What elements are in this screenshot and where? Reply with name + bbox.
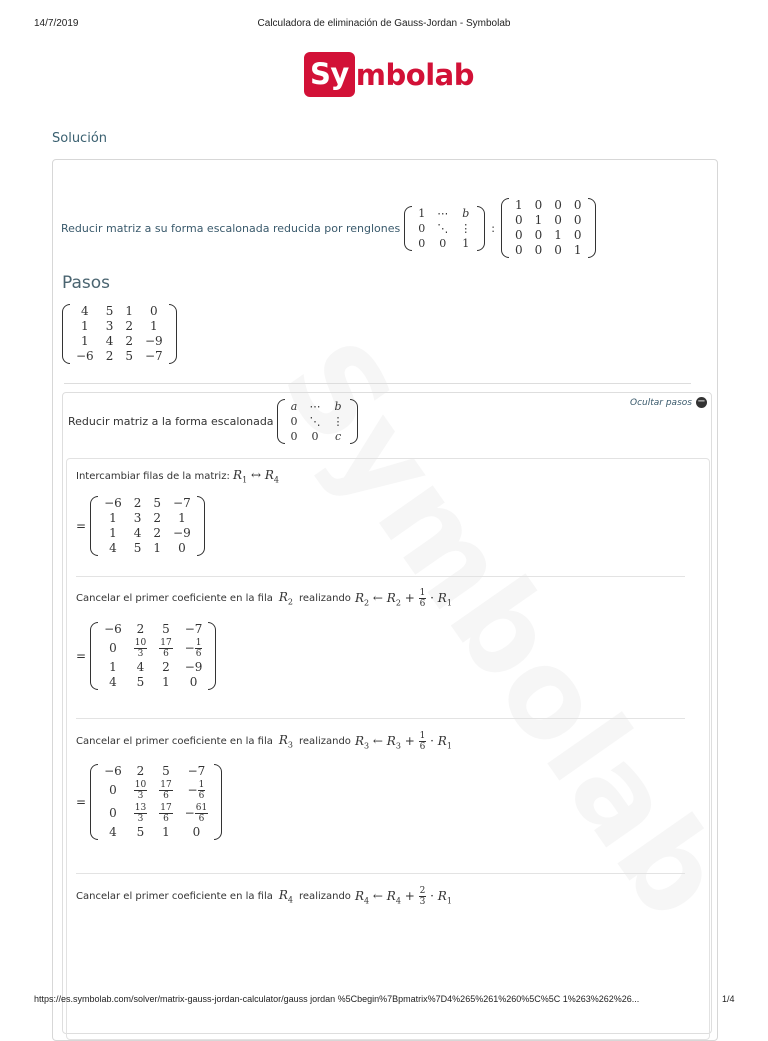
page-number: 1/4 <box>722 994 735 1004</box>
step-1-text: Intercambiar filas de la matriz: <box>76 471 230 482</box>
step-3-mid: realizando <box>299 736 351 747</box>
hide-steps-label: Ocultar pasos <box>630 397 692 408</box>
step-3-label: Cancelar el primer coeficiente en la fila $R_3$ realizando $R_3$ ← $R_3$ + $\frac{1}{6}$ · $R_1$ <box>76 731 452 752</box>
step-4-text: Cancelar el primer coeficiente en la fila <box>76 891 273 902</box>
footer-url[interactable]: https://es.symbolab.com/solver/matrix-gauss-jordan-calculator/gauss jordan %5Cbegin%7Bpmatrix%7D4%265%261%260%5C%5C 1%263%262%26... <box>34 994 640 1004</box>
step-4-label: Cancelar el primer coeficiente en la fila $R_4$ realizando $R_4$ ← $R_4$ + $\frac{2}{3}$ · $R_1$ <box>76 886 452 907</box>
logo-mark: Sy <box>304 52 355 97</box>
solution-heading: Solución <box>52 131 108 146</box>
divider <box>64 383 691 384</box>
step-2-matrix: = −6 2 5 −7 0 $\frac{10}{3}$ $\frac{17}{6}$ − $\frac{1}{6}$ 1 4 2 −9 4 5 1 0 <box>76 622 216 690</box>
section-row <box>68 399 358 444</box>
rref-pattern-matrix: 1 ⋯ b 0 ⋱ ⋮ 0 0 1 <box>404 206 485 251</box>
summary-text: Reducir matriz a su forma escalonada reducida por renglones <box>61 221 401 235</box>
step-4-mid: realizando <box>299 891 351 902</box>
section-text: Reducir matriz a la forma escalonada <box>68 415 274 428</box>
initial-matrix: 4 5 1 0 1 3 2 1 1 4 2 −9 −6 2 5 −7 <box>62 304 177 364</box>
summary-row: Reducir matriz a su forma escalonada reducida por renglones 1 ⋯ b 0 ⋱ ⋮ 0 0 1 : 1 0 0 0 0 1 0 0 0 0 1 0 0 0 0 1 <box>61 198 596 258</box>
steps-heading: Pasos <box>62 273 111 293</box>
step-divider <box>76 718 685 719</box>
step-2-text: Cancelar el primer coeficiente en la fila <box>76 593 273 604</box>
symbolab-logo[interactable] <box>304 52 474 97</box>
step-3-matrix: = −6 2 5 −7 0 $\frac{10}{3}$ $\frac{17}{6}$ − $\frac{1}{6}$ 0 $\frac{13}{3}$ $\frac{17}{6}$ − $\frac{61}{6}$ 4 5 1 0 <box>76 764 222 840</box>
minus-circle-icon: − <box>697 396 706 407</box>
hide-steps-button[interactable] <box>630 397 707 408</box>
step-3-text: Cancelar el primer coeficiente en la fila <box>76 736 273 747</box>
step-1-matrix: = −6 2 5 −7 1 3 2 1 1 4 2 −9 4 5 1 0 <box>76 496 205 556</box>
step-divider <box>76 576 685 577</box>
logo-text: mbolab <box>355 57 474 92</box>
result-identity-matrix: 1 0 0 0 0 1 0 0 0 0 1 0 0 0 0 1 <box>501 198 596 258</box>
step-divider <box>76 873 685 874</box>
page-title: Calculadora de eliminación de Gauss-Jordan - Symbolab <box>257 18 511 29</box>
echelon-pattern-matrix: a ⋯ b 0 ⋱ ⋮ 0 0 c <box>277 399 358 444</box>
print-date: 14/7/2019 <box>34 18 79 29</box>
step-1-label: Intercambiar filas de la matriz: $R_1$ ↔ $R_4$ <box>76 468 279 485</box>
step-2-mid: realizando <box>299 593 351 604</box>
step-2-label: Cancelar el primer coeficiente en la fila $R_2$ realizando $R_2$ ← $R_2$ + $\frac{1}{6}$ · $R_1$ <box>76 588 452 609</box>
